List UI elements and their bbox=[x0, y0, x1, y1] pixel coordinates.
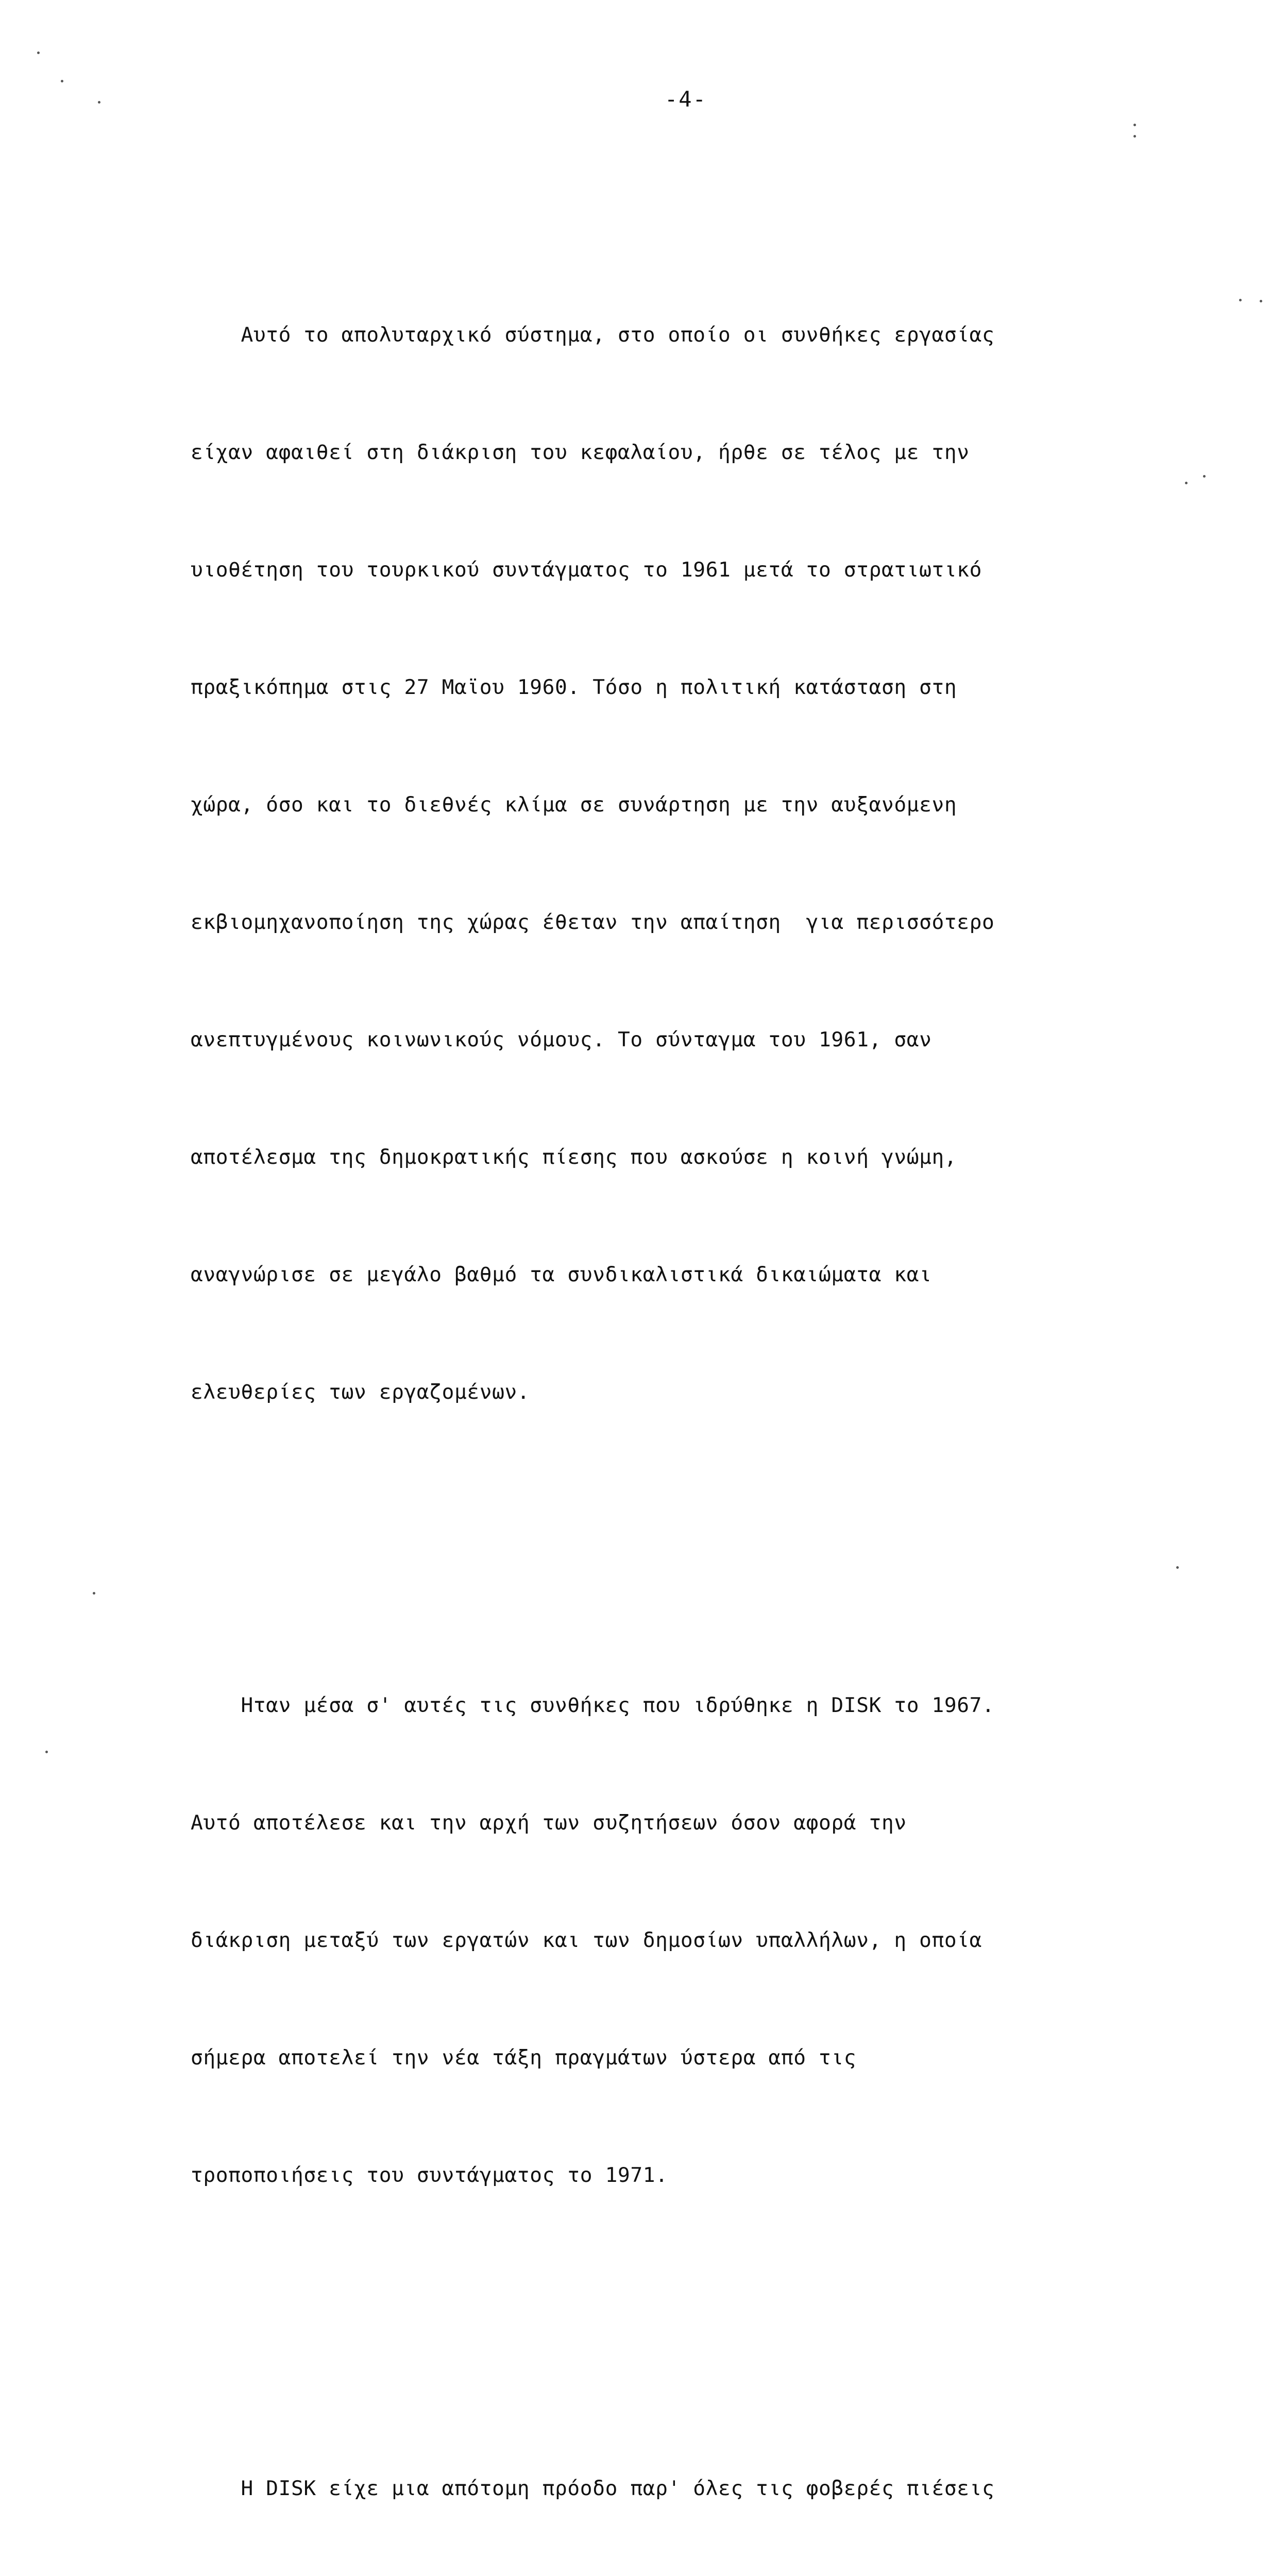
scan-speck bbox=[1260, 300, 1262, 302]
text-line: πραξικόπημα στις 27 Μαϊου 1960. Τόσο η πολιτική κατάσταση στη bbox=[191, 675, 957, 699]
text-line: Αυτό αποτέλεσε και την αρχή των συζητήσεων όσον αφορά την bbox=[191, 1811, 907, 1835]
text-line: υιοθέτηση του τουρκικού συντάγματος το 1961 μετά το στρατιωτικό bbox=[191, 558, 982, 582]
text-line: τροποποιήσεις του συντάγματος το 1971. bbox=[191, 2163, 668, 2187]
text-line: εκβιομηχανοποίηση της χώρας έθεταν την απαίτηση για περισσότερο bbox=[191, 910, 995, 934]
text-line: ανεπτυγμένους κοινωνικούς νόμους. Το σύνταγμα του 1961, σαν bbox=[191, 1028, 932, 1052]
text-line: Ηταν μέσα σ' αυτές τις συνθήκες που ιδρύθηκε η DISK το 1967. bbox=[191, 1693, 995, 1717]
text-line: αποτέλεσμα της δημοκρατικής πίεσης που ασκούσε η κοινή γνώμη, bbox=[191, 1145, 957, 1169]
scan-speck bbox=[1203, 475, 1206, 478]
scan-speck bbox=[1239, 299, 1242, 301]
text-line: ελευθερίες των εργαζομένων. bbox=[191, 1380, 530, 1404]
text-line: χώρα, όσο και το διεθνές κλίμα σε συνάρτηση με την αυξανόμενη bbox=[191, 793, 957, 817]
text-line: Αυτό το απολυταρχικό σύστημα, στο οποίο οι συνθήκες εργασίας bbox=[191, 323, 995, 347]
scan-speck bbox=[37, 52, 40, 54]
scan-speck bbox=[61, 80, 63, 82]
text-line: αναγνώρισε σε μεγάλο βαθμό τα συνδικαλιστικά δικαιώματα και bbox=[191, 1263, 932, 1286]
scan-speck bbox=[93, 1592, 95, 1595]
scan-speck bbox=[1133, 135, 1136, 138]
scan-speck bbox=[1185, 482, 1188, 484]
paragraph-1 bbox=[191, 237, 1195, 1490]
scan-speck bbox=[98, 101, 100, 104]
document-body bbox=[191, 159, 1195, 2576]
paragraph-3 bbox=[191, 2391, 1195, 2576]
scan-speck bbox=[45, 1751, 48, 1753]
text-line: διάκριση μεταξύ των εργατών και των δημοσίων υπαλλήλων, η οποία bbox=[191, 1928, 982, 1952]
text-line: Η DISK είχε μια απότομη πρόοδο παρ' όλες τις φοβερές πιέσεις bbox=[191, 2477, 995, 2500]
text-line: είχαν αφαιθεί στη διάκριση του κεφαλαίου, ήρθε σε τέλος με την bbox=[191, 440, 970, 464]
scan-speck bbox=[1133, 124, 1136, 126]
paragraph-2 bbox=[191, 1607, 1195, 2273]
scan-speck bbox=[1176, 1566, 1179, 1569]
text-line: σήμερα αποτελεί την νέα τάξη πραγμάτων ύστερα από τις bbox=[191, 2046, 857, 2070]
page-number: -4- bbox=[665, 87, 707, 112]
